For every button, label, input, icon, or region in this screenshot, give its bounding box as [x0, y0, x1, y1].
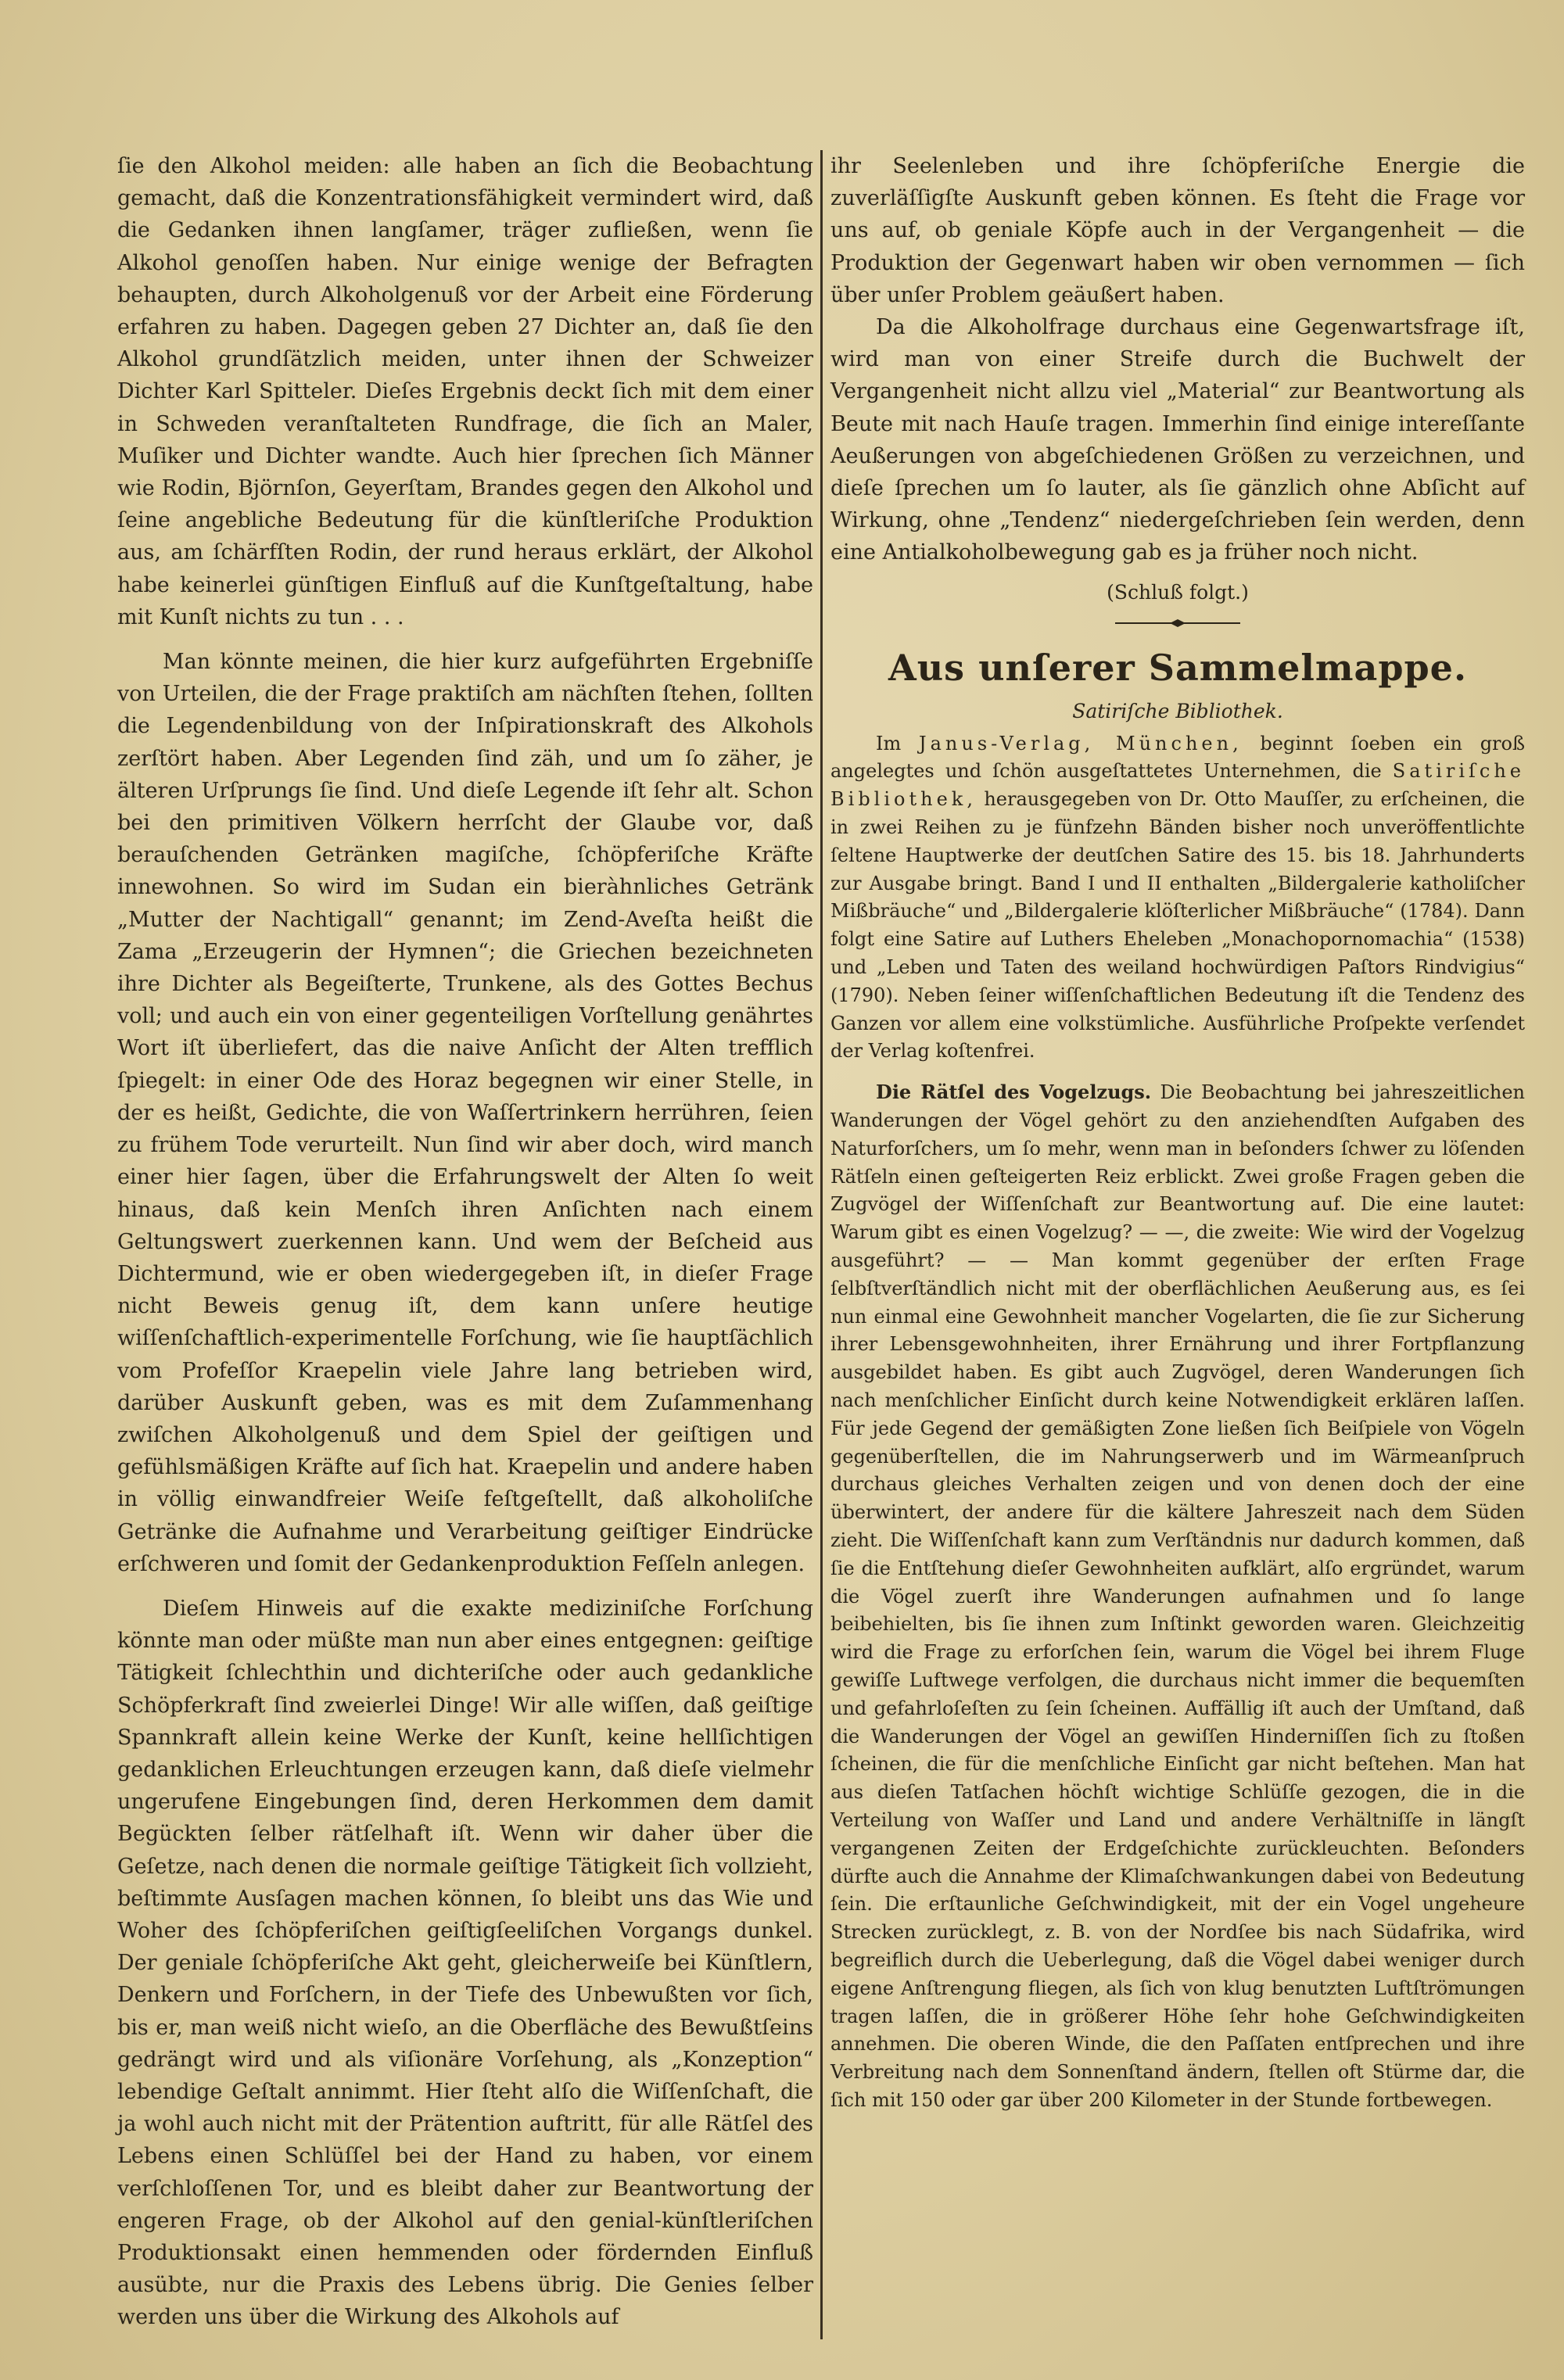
satire-rest: herausgegeben von Dr. Otto Mauſſer, zu erſcheinen, die in zwei Reihen zu je fünfzehn Bänden bisher noch unveröffentlichte ſeltene Hauptwerke der deutſchen Satire des 15. bis 18. Jahrhunderts zur Ausgabe bringt. Band I und II enthalten „Bildergalerie katholiſcher Mißbräuche“ und „Bildergalerie klöſterlicher Mißbräuche“ (1784). Dann folgt eine Satire auf Luthers Eheleben „Monachopornomachia“ (1538) und „Leben und Taten des weiland hochwürdigen Paſtors Rindvigius“ (1790). Neben ſeiner wiſſenſchaftlichen Bedeutung iſt die Tendenz des Ganzen vor allem eine volkstümliche. Ausführliche Proſpekte verſendet der Verlag koſtenfrei. [830, 788, 1525, 1063]
right-paragraph-1: ihr Seelenleben und ihre ſchöpferiſche Energie die zuverläſſigſte Auskunft geben können. Es ſteht die Frage vor uns auf, ob geniale Köpfe auch in der Vergangenheit — die Produktion der Gegenwart haben wir oben vernommen — ſich über unſer Problem geäußert haben. [830, 154, 1525, 307]
publisher-name: Janus-Verlag, München, [918, 732, 1243, 755]
continued-note: (Schluß folgt.) [1107, 580, 1249, 604]
series-title: Satiriſche Bibliothek, [830, 760, 1525, 811]
column-divider [820, 150, 823, 2339]
left-paragraph-2: Man könnte meinen, die hier kurz aufgeführten Ergebniſſe von Urteilen, die der Frage praktiſch am nächſten ſtehen, ſollten die Legendenbildung von der Inſpirationskraft des Alkohols zerſtört haben. Aber Legenden ſind zäh, und um ſo zäher, je älteren Urſprungs ſie ſind. Und dieſe Legende iſt ſehr alt. Schon bei den primitiven Völkern herrſcht der Glaube vor, daß berauſchenden Getränken magiſche, ſchöpferiſche Kräfte innewohnen. So wird im Sudan ein bieràhnliches Getränk „Mutter der Nachtigall“ genannt; im Zend-Aveſta heißt die Zama „Erzeugerin der Hymnen“; die Griechen bezeichneten ihre Dichter als Begeiſterte, Trunkene, als des Gottes Bechus voll; und auch ein von einer gegenteiligen Vorſtellung genährtes Wort iſt überliefert, das die naive Anſicht der Alten trefflich ſpiegelt: in einer Ode des Horaz begegnen wir einer Stelle, in der es heißt, Gedichte, die von Waſſertrinkern herrühren, ſeien zu frühem Tode verurteilt. Nun ſind wir aber doch, wird manch einer hier ſagen, über die Erfahrungswelt der Alten ſo weit hinaus, daß kein Menſch ihren Anſichten nach einem Geltungswert zuerkennen kann. Und wem der Beſcheid aus Dichtermund, wie er oben wiedergegeben iſt, in dieſer Frage nicht Beweis genug iſt, dem kann unſere heutige wiſſenſchaftlich-experimentelle Forſchung, wie ſie hauptſächlich vom Profeſſor Kraepelin viele Jahre lang betrieben wird, darüber Auskunft geben, was es mit dem Zuſammenhang zwiſchen Alkoholgenuß und dem Spiel der geiſtigen und gefühlsmäßigen Kräfte auf ſich hat. Kraepelin und andere haben in völlig einwandfreier Weiſe feſtgeſtellt, daß alkoholiſche Getränke die Aufnahme und Verarbeitung geiſtiger Eindrücke erſchweren und ſomit der Gedankenproduktion Feſſeln anlegen. [117, 650, 813, 1576]
satire-prefix: Im [876, 732, 919, 755]
birds-text: Die Beobachtung bei jahreszeitlichen Wanderungen der Vögel gehört zu den anziehendſten Aufgaben des Naturforſchers, um ſo mehr, wenn man in beſonders ſchwer zu löſenden Rätſeln einen geſteigerten Reiz erblickt. Zwei große Fragen geben die Zugvögel der Wiſſenſchaft zur Beantwortung auf. Die eine lautet: Warum gibt es einen Vogelzug? — —, die zweite: Wie wird der Vogelzug ausgeführt? — — Man kommt gegenüber der erſten Frage ſelbſtverſtändlich nicht mit der oberflächlichen Aeußerung aus, es ſei nun einmal eine Gewohnheit mancher Vogelarten, die ſie zur Sicherung ihrer Lebensgewohnheiten, ihrer Ernährung und ihrer Fortpflanzung ausgebildet haben. Es gibt auch Zugvögel, deren Wanderungen ſich nach menſchlicher Einſicht durch keine Notwendigkeit erklären laſſen. Für jede Gegend der gemäßigten Zone ließen ſich Beiſpiele von Vögeln gegenüberſtellen, die im Nahrungserwerb und im Wärmeanſpruch durchaus gleiches Verhalten zeigen und von denen doch der eine überwintert, der andere für die kältere Jahreszeit nach dem Süden zieht. Die Wiſſenſchaft kann zum Verſtändnis nur dadurch kommen, daß ſie die Entſtehung dieſer Gewohnheiten aufklärt, alſo ergründet, warum die Vögel zuerſt ihre Wanderungen aufnahmen und ſo lange beibehielten, bis ſie ihnen zum Inſtinkt geworden waren. Gleichzeitig wird die Frage zu erforſchen ſein, warum die Vögel bei ihrem Fluge gewiſſe Luftwege verfolgen, die durchaus nicht immer die bequemſten und gefahrloſeſten zu ſein ſcheinen. Auffällig iſt auch der Umſtand, daß die Wanderungen der Vögel an gewiſſen Hinderniſſen ſich zu ſtoßen ſcheinen, die für die menſchliche Einſicht gar nicht beſtehen. Man hat aus dieſen Tatſachen höchſt wichtige Schlüſſe gezogen, die in die Verteilung von Waſſer und Land und andere Verhältniſſe in längſt vergangenen Zeiten der Erdgeſchichte zurückleuchten. Beſonders dürfte auch die Annahme der Klimaſchwankungen dabei von Bedeutung ſein. Die erſtaunliche Geſchwindigkeit, mit der ein Vogel ungeheure Strecken zurücklegt, z. B. von der Nordſee bis nach Südafrika, wird begreiflich durch die Ueberlegung, daß die Vögel dabei weniger durch eigene Anſtrengung fliegen, als ſich von klug benutzten Luftſtrömungen tragen laſſen, die in größerer Höhe ſehr hohe Geſchwindigkeiten annehmen. Die oberen Winde, die den Paſſaten entſprechen und ihre Verbreitung nach dem Sonnenſtand ändern, ſtellen oft Stürme dar, die ſich mit 150 oder gar über 200 Kilometer in der Stunde fortbewegen. [830, 1081, 1526, 2111]
satire-mid: beginnt ſoeben ein groß angelegtes und ſchön ausgeſtattetes Unternehmen, die [830, 732, 1526, 783]
right-paragraph-2: Da die Alkoholfrage durchaus eine Gegenwartsfrage iſt, wird man von einer Streife durch die Buchwelt der Vergangenheit nicht allzu viel „Material“ zur Beantwortung als Beute mit nach Hauſe tragen. Immerhin ſind einige intereſſante Aeußerungen von abgeſchiedenen Größen zu verzeichnen, und dieſe ſprechen um ſo lauter, als ſie gänzlich ohne Abſicht auf Wirkung, ohne „Tendenz“ niedergeſchrieben ſein werden, denn eine Antialkoholbewegung gab es ja früher noch nicht. [830, 315, 1525, 565]
section-subheading: Satiriſche Bibliothek. [1072, 699, 1283, 722]
left-paragraph-3: Dieſem Hinweis auf die exakte mediziniſche Forſchung könnte man oder müßte man nun aber eines entgegnen: geiſtige Tätigkeit ſchlechthin und dichteriſche oder auch gedankliche Schöpferkraft ſind zweierlei Dinge! Wir alle wiſſen, daß geiſtige Spannkraft allein keine Werke der Kunſt, keine hellſichtigen gedanklichen Erleuchtungen erzeugen kann, daß dieſe vielmehr ungerufene Eingebungen ſind, deren Herkommen dem damit Begückten ſelber rätſelhaft iſt. Wenn wir daher über die Geſetze, nach denen die normale geiſtige Tätigkeit ſich vollzieht, beſtimmte Ausſagen machen können, ſo bleibt uns das Wie und Woher des ſchöpferiſchen geiſtigſeeliſchen Vorgangs dunkel. Der geniale ſchöpferiſche Akt geht, gleicherweiſe bei Künſtlern, Denkern und Forſchern, in der Tiefe des Unbewußten vor ſich, bis er, man weiß nicht wieſo, an die Oberfläche des Bewußtſeins gedrängt wird und als viſionäre Vorſehung, als „Konzeption“ lebendige Geſtalt annimmt. Hier ſteht alſo die Wiſſenſchaft, die ja wohl auch nicht mit der Prätention auftritt, für alle Rätſel des Lebens einen Schlüſſel bei der Hand zu haben, vor einem verſchloſſenen Tor, und es bleibt daher zur Beantwortung der engeren Frage, ob der Alkohol auf den genial-künſtleriſchen Produktionsakt einen hemmenden oder fördernden Einfluß ausübte, nur die Praxis des Lebens übrig. Die Genies ſelber werden uns über die Wirkung des Alkohols auf [117, 1596, 813, 2330]
right-column [830, 150, 1525, 2115]
birds-paragraph [830, 1078, 1525, 2114]
left-paragraph-1: ſie den Alkohol meiden: alle haben an ſich die Beobachtung gemacht, daß die Konzentrationsfähigkeit vermindert wird, daß die Gedanken ihnen langſamer, träger zufließen, wenn ſie Alkohol genoſſen haben. Nur einige wenige der Befragten behaupten, durch Alkoholgenuß vor der Arbeit eine Förderung erfahren zu haben. Dagegen geben 27 Dichter an, daß ſie den Alkohol grundſätzlich meiden, unter ihnen der Schweizer Dichter Karl Spitteler. Dieſes Ergebnis deckt ſich mit dem einer in Schweden veranſtalteten Rundfrage, die ſich an Maler, Muſiker und Dichter wandte. Auch hier ſprechen ſich Männer wie Rodin, Björnſon, Geyerſtam, Brandes gegen den Alkohol und ſeine angebliche Bedeutung für die künſtleriſche Produktion aus, am ſchärfſten Rodin, der rund heraus erklärt, der Alkohol habe keinerlei günſtigen Einfluß auf die Kunſtgeſtaltung, habe mit Kunſt nichts zu tun . . . [117, 154, 813, 629]
left-column [117, 150, 813, 2334]
birds-lead: Die Rätſel des Vogelzugs. [876, 1081, 1152, 1104]
satire-paragraph [830, 730, 1525, 1066]
ornament-divider [1115, 618, 1240, 629]
section-heading: Aus unſerer Sammelmappe. [888, 646, 1467, 689]
